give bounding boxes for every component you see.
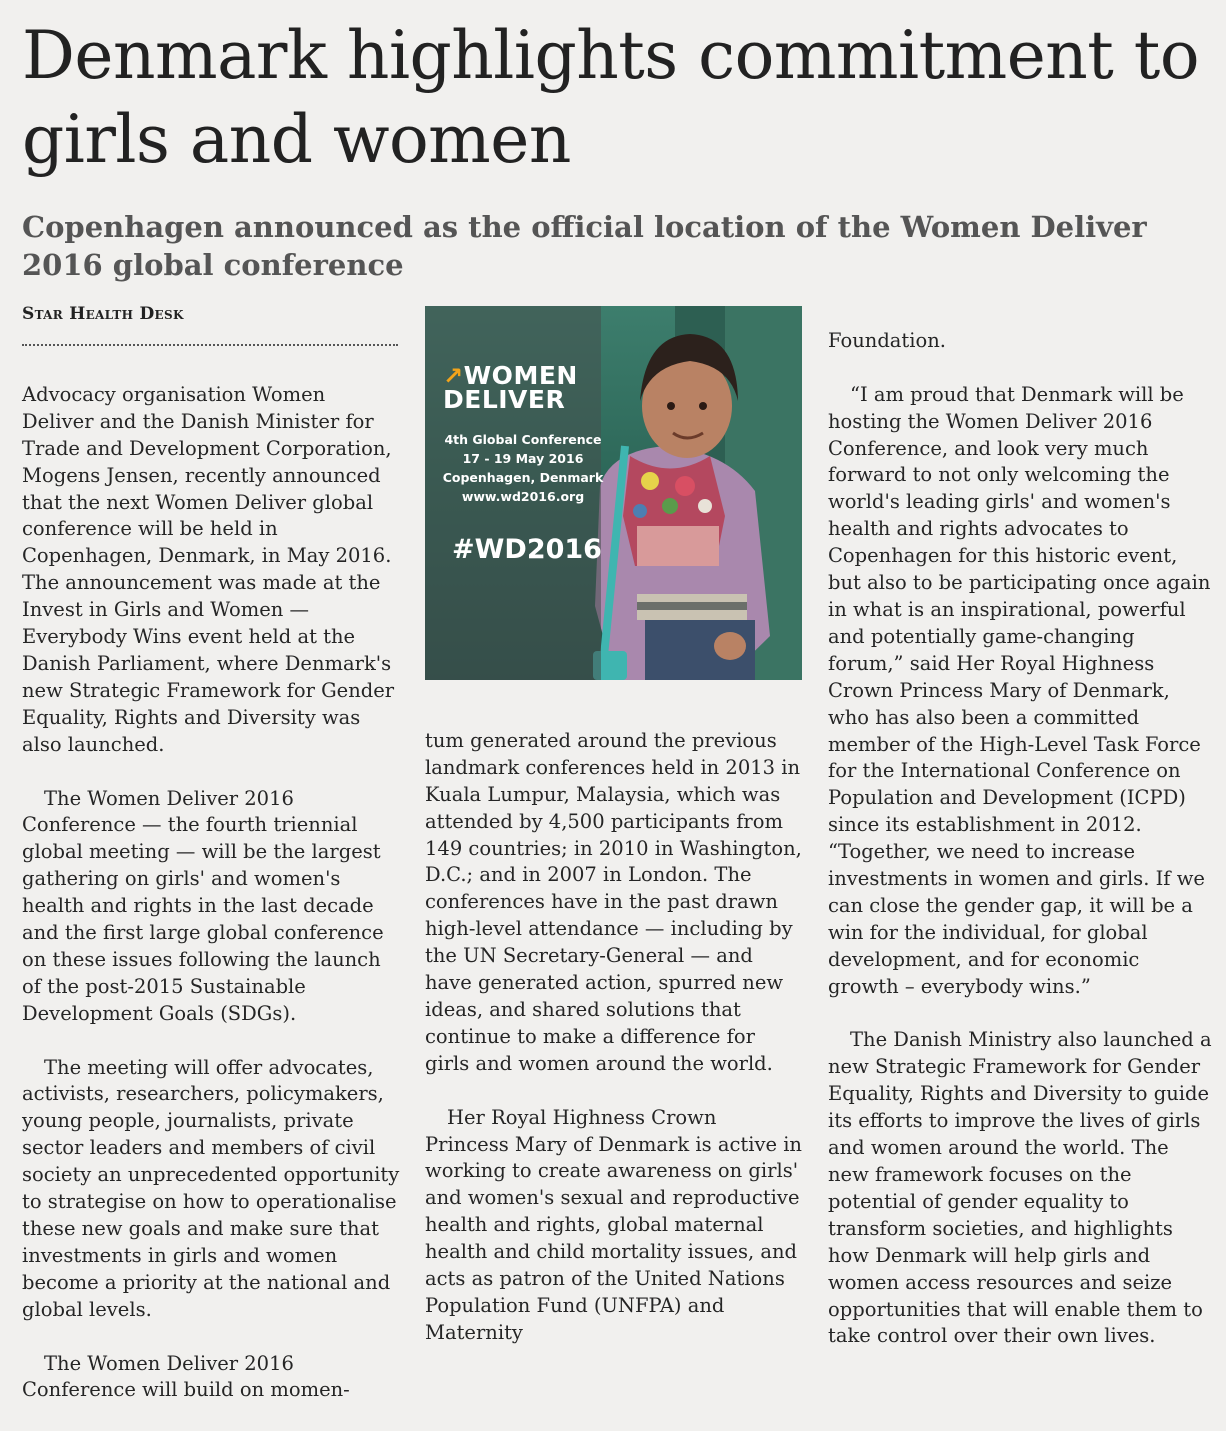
conference-details [435, 430, 611, 506]
paragraph: The Women Deliver 2016 Conference will build on momen- [22, 1351, 350, 1402]
conference-photo [425, 306, 802, 680]
paragraph: The Danish Ministry also launched a new Strategic Framework for Gender Equality, Rights and Diversity to guide its efforts to improve the lives of girls and women around the world. The new framework focuses on the potential of gender equality to transform societies, and highlights how Denmark will help girls and women access resources and seize opportunities that will enable them to take control over their own lives. [828, 1028, 1212, 1348]
hashtag: #WD2016 [452, 534, 602, 565]
women-deliver-logo [443, 361, 603, 414]
conference-line: 4th Global Conference [444, 432, 602, 447]
paragraph: “I am proud that Denmark will be hosting the Women Deliver 2016 Conference, and look very much forward to not only welcoming the world's leading girls' and women's health and rights advocates to Copenhagen for this historic event, but also to be participating once again in what is an inspirational, powerful and potentially game-changing forum,” said Her Royal Highness Crown Princess Mary of Denmark, who has also been a committed member of the High-Level Task Force for the International Conference on Population and Development (ICPD) since its establishment in 2012. “Together, we need to increase investments in women and girls. If we can close the gender gap, it will be a win for the individual, for global development, and for economic growth – everybody wins.” [828, 382, 1211, 998]
paragraph: tum generated around the previous landmark conferences held in 2013 in Kuala Lumpur, Malaysia, which was attended by 4,500 participants from 149 countries; in 2010 in Washington, D.C.; and in 2007 in London. The conferences have in the past drawn high-level attendance — including by the UN Secretary-General — and have generated action, spurred new ideas, and shared solutions that continue to make a difference for girls and women around the world. [425, 728, 802, 1075]
conference-url: www.wd2016.org [461, 489, 585, 504]
paragraph: Foundation. [828, 328, 946, 352]
byline-divider [22, 344, 398, 346]
conference-location: Copenhagen, Denmark [442, 470, 604, 485]
arrow-icon: ↗ [443, 362, 464, 390]
conference-dates: 17 - 19 May 2016 [462, 451, 584, 466]
paragraph: Her Royal Highness Crown Princess Mary of Denmark is active in working to create awareness on girls' and women's sexual and reproductive health and rights, global maternal health and child mortality issues, and acts as patron of the United Nations Population Fund (UNFPA) and Maternity [425, 1105, 802, 1344]
logo-text: WOMEN DELIVER [443, 361, 578, 414]
column-3 [828, 301, 1212, 1377]
subheadline: Copenhagen announced as the official location of the Women Deliver 2016 global conference [22, 210, 1147, 282]
paragraph: Advocacy organisation Women Deliver and the Danish Minister for Trade and Development Corporation, Mogens Jensen, recently announced that the next Women Deliver global conference will be held in Copenhagen, Denmark, in May 2016. The announcement was made at the Invest in Girls and Women — Everybody Wins event held at the Danish Parliament, where Denmark's new Strategic Framework for Gender Equality, Rights and Diversity was also launched. [22, 382, 395, 756]
byline: Star Health Desk [22, 304, 184, 324]
headline: Denmark highlights commitment to girls and women [22, 17, 1200, 178]
paragraph: The Women Deliver 2016 Conference — the fourth triennial global meeting — will be the largest gathering on girls' and women's health and rights in the last decade and the first large global conference on these issues following the launch of the post-2015 Sustainable Development Goals (SDGs). [22, 786, 384, 1025]
column-1 [22, 355, 402, 1431]
column-2 [425, 701, 805, 1374]
paragraph: The meeting will offer advocates, activists, researchers, policymakers, young people, journalists, private sector leaders and members of civil society an unprecedented opportunity to strategise on how to operationalise these new goals and make sure that investments in girls and women become a priority at the national and global levels. [22, 1055, 400, 1321]
